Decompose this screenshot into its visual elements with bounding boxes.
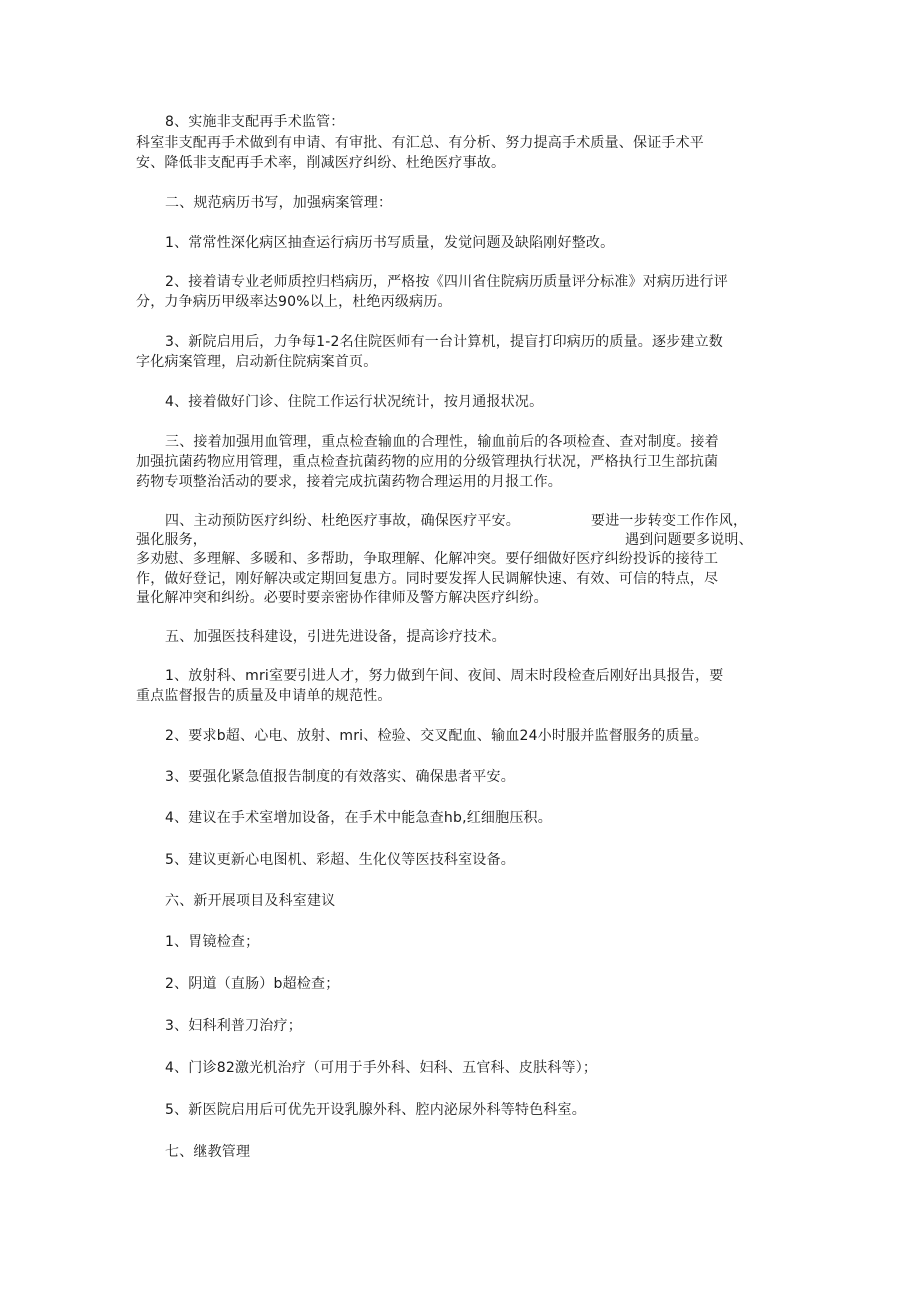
text-line: 2、要求b超、心电、放射、mri、检验、交叉配血、输血24小时服并监督服务的质量。	[165, 728, 709, 744]
text-line: 药物专项整治活动的要求，接着完成抗菌药物合理运用的月报工作。	[136, 474, 562, 490]
text-line: 量化解冲突和纠纷。必要时要亲密协作律师及警方解决医疗纠纷。	[136, 590, 548, 606]
text-line: 4、接着做好门诊、住院工作运行状况统计，按月通报状况。	[165, 394, 544, 410]
section-heading: 六、新开展项目及科室建议	[165, 893, 336, 909]
text-line: 重点监督报告的质量及申请单的规范性。	[136, 688, 392, 704]
section-heading: 二、规范病历书写，加强病案管理：	[165, 195, 393, 211]
text-line: 3、要强化紧急值报告制度的有效落实、确保患者平安。	[165, 769, 515, 785]
list-item: 5、新医院启用后可优先开设乳腺外科、腔内泌尿外科等特色科室。	[165, 1102, 586, 1118]
text-line: 作，做好登记，刚好解决或定期回复患方。同时要发挥人民调解快速、有效、可信的特点，尽	[136, 571, 719, 587]
text-line: 安、降低非支配再手术率，削减医疗纠纷、杜绝医疗事故。	[136, 155, 506, 171]
list-item: 3、妇科利普刀治疗；	[165, 1018, 302, 1034]
text-line: 分，力争病历甲级率达90%以上，杜绝丙级病历。	[136, 294, 452, 310]
list-item: 1、胃镜检查；	[165, 934, 260, 950]
text-line: 多劝慰、多理解、多暖和、多帮助，争取理解、化解冲突。要仔细做好医疗纠纷投诉的接待工	[136, 551, 719, 567]
text-line: 1、常常性深化病区抽查运行病历书写质量，发觉问题及缺陷刚好整改。	[165, 235, 615, 251]
text-line: 遇到问题要多说明、	[625, 532, 753, 548]
list-item: 2、阴道（直肠）b超检查；	[165, 976, 340, 992]
text-line: 1、放射科、mri室要引进人才，努力做到午间、夜间、周末时段检查后刚好出具报告，要	[165, 668, 724, 684]
text-line: 4、建议在手术室增加设备，在手术中能急查hb,红细胞压积。	[165, 810, 552, 826]
text-line: 8、实施非支配再手术监管：	[165, 114, 345, 130]
text-line: 5、建议更新心电图机、彩超、生化仪等医技科室设备。	[165, 852, 515, 868]
text-line: 强化服务，	[136, 532, 207, 548]
list-item: 4、门诊82激光机治疗（可用于手外科、妇科、五官科、皮肤科等）；	[165, 1060, 598, 1076]
text-line: 要进一步转变工作作风，	[591, 513, 748, 529]
text-line: 字化病案管理，启动新住院病案首页。	[136, 354, 378, 370]
section-heading: 七、继教管理	[165, 1144, 251, 1160]
section-heading: 五、加强医技科建设，引进先进设备，提高诊疗技术。	[165, 629, 506, 645]
text-line: 加强抗菌药物应用管理，重点检查抗菌药物的应用的分级管理执行状况，严格执行卫生部抗菌	[136, 454, 719, 470]
text-line: 2、接着请专业老师质控归档病历，严格按《四川省住院病历质量评分标准》对病历进行评	[165, 274, 728, 290]
section-heading: 三、接着加强用血管理，重点检查输血的合理性，输血前后的各项检查、查对制度。接着	[165, 434, 719, 450]
text-line: 3、新院启用后，力争每1-2名住院医师有一台计算机，提盲打印病历的质量。逐步建立数	[165, 334, 723, 350]
text-line: 科室非支配再手术做到有申请、有审批、有汇总、有分析、努力提高手术质量、保证手术平	[136, 135, 704, 151]
section-heading: 四、主动预防医疗纠纷、杜绝医疗事故，确保医疗平安。	[165, 513, 520, 529]
